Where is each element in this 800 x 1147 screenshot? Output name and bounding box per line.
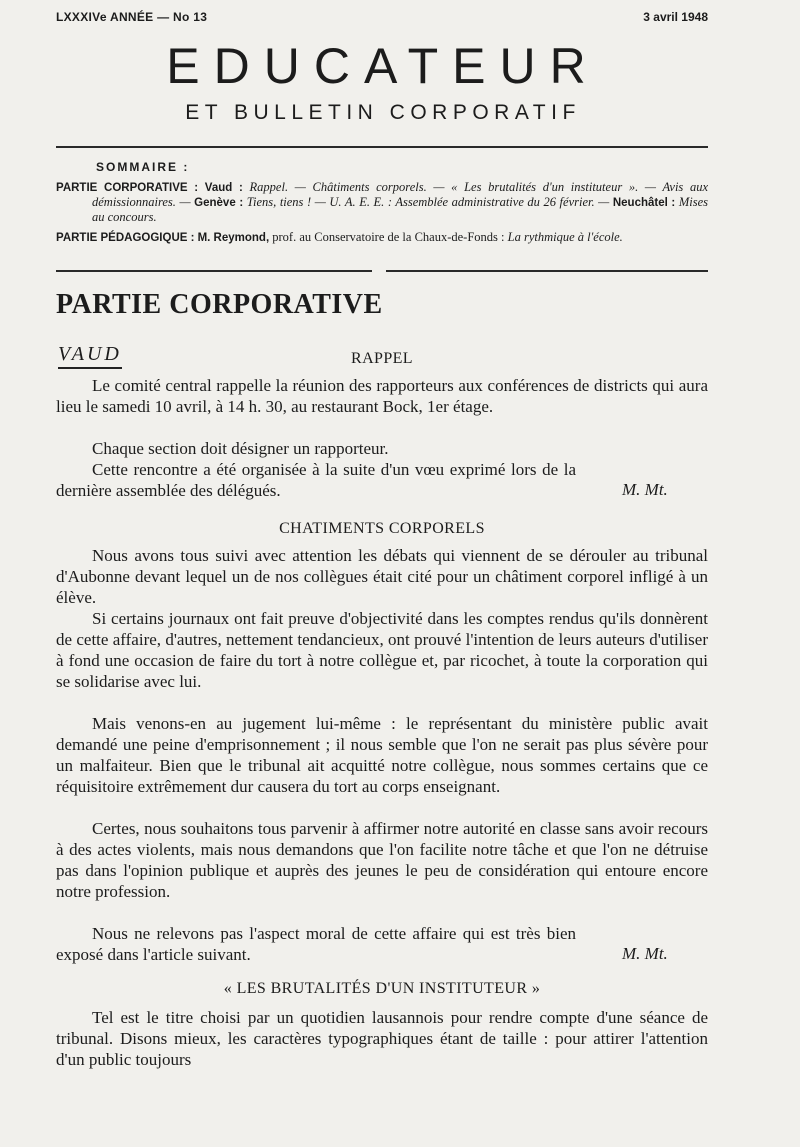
paragraph: Si certains journaux ont fait preuve d'objectivité dans les comptes rendus qu'ils donnèrent de cette affaire, d'autres, nettement tendancieux, ont prouvé l'intention de leurs auteurs d'utiliser à fond une occasion de faire du tort à notre collègue et, par ricochet, à toute la corporation qui se solidarise avec lui. [56,609,708,691]
sommaire-neuchatel-text: Mises au concours. [92,195,708,224]
paragraph: Nous ne relevons pas l'aspect moral de cette affaire qui est très bien exposé dans l'article suivant. [56,924,576,964]
paragraph: Cette rencontre a été organisée à la suite d'un vœu exprimé lors de la dernière assemblée des délégués. [56,460,576,500]
signature: M. Mt. [622,480,668,499]
sommaire-title: SOMMAIRE : [96,160,190,174]
paragraph: Nous avons tous suivi avec attention les débats qui viennent de se dérouler au tribunal d'Aubonne devant lequel un de nos collègues était cité pour un châtiment corporel infligé à un élève. [56,546,708,607]
article-title-brutalites: « LES BRUTALITÉS D'UN INSTITUTEUR » [223,980,541,997]
sommaire-corporative-label: PARTIE CORPORATIVE : [56,182,199,194]
article-title-chatiments: CHATIMENTS CORPORELS [279,520,485,537]
masthead-subtitle: ET BULLETIN CORPORATIF [185,101,581,124]
sommaire-pedagogique-entry [56,230,708,245]
sommaire-corporative-entry [56,180,708,224]
section-heading: PARTIE CORPORATIVE [56,289,383,320]
paragraph: Mais venons-en au jugement lui-même : le représentant du ministère public avait demandé une peine d'emprisonnement ; il nous semble que l'on ne serait pas plus sévère pour un malfaiteur. Bien que le tribunal ait acquitté notre collègue, nous sommes certains que ce réquisitoire extrêmement dur causera du tort au corps enseignant. [56,714,708,796]
paragraph: Le comité central rappelle la réunion des rapporteurs aux conférences de districts qui aura lieu le samedi 10 avril, à 14 h. 30, au restaurant Bock, 1er étage. [56,376,708,416]
sommaire-pedagogique-text: prof. au Conservatoire de la Chaux-de-Fonds : [272,230,505,244]
sommaire-neuchatel-label: Neuchâtel : [612,197,676,209]
sommaire-pedagogique-title: La rythmique à l'école. [507,230,623,244]
issue-date: 3 avril 1948 [643,10,708,24]
article-title-rappel: RAPPEL [351,350,413,367]
divider-left [56,270,372,272]
paragraph: Certes, nous souhaitons tous parvenir à affirmer notre autorité en classe sans avoir recours à des actes violents, mais nous demandons que l'on facilite notre tâche et que l'on ne détruise pas dans l'opinion publique et auprès des jeunes le peu de considération qui entoure encore notre profession. [56,819,708,901]
paragraph: Tel est le titre choisi par un quotidien lausannois pour rendre compte d'une séance de tribunal. Disons mieux, les caractères typographiques étant de taille : pour attirer l'attention d'un public toujours [56,1008,708,1069]
sommaire-vaud-text: Rappel. — Châtiments corporels. — « Les brutalités d'un instituteur ». — Avis aux démissionnaires. — [92,180,709,209]
paragraph: Chaque section doit désigner un rapporteur. [92,439,389,458]
masthead-title: EDUCATEUR [166,38,600,94]
divider-right [386,270,708,272]
signature: M. Mt. [622,944,668,963]
sommaire-pedagogique-label: PARTIE PÉDAGOGIQUE : [56,232,195,244]
canton-heading: VAUD [58,343,122,369]
sommaire-geneve-text: Tiens, tiens ! — U. A. E. E. : Assemblée administrative du 26 février. — [246,195,610,209]
top-divider [56,146,708,148]
issue-number: LXXXIVe ANNÉE — No 13 [56,10,208,24]
sommaire-pedagogique-author: M. Reymond, [197,232,270,244]
sommaire-geneve-label: Genève : [194,197,244,209]
sommaire-vaud-label: Vaud : [204,182,243,194]
